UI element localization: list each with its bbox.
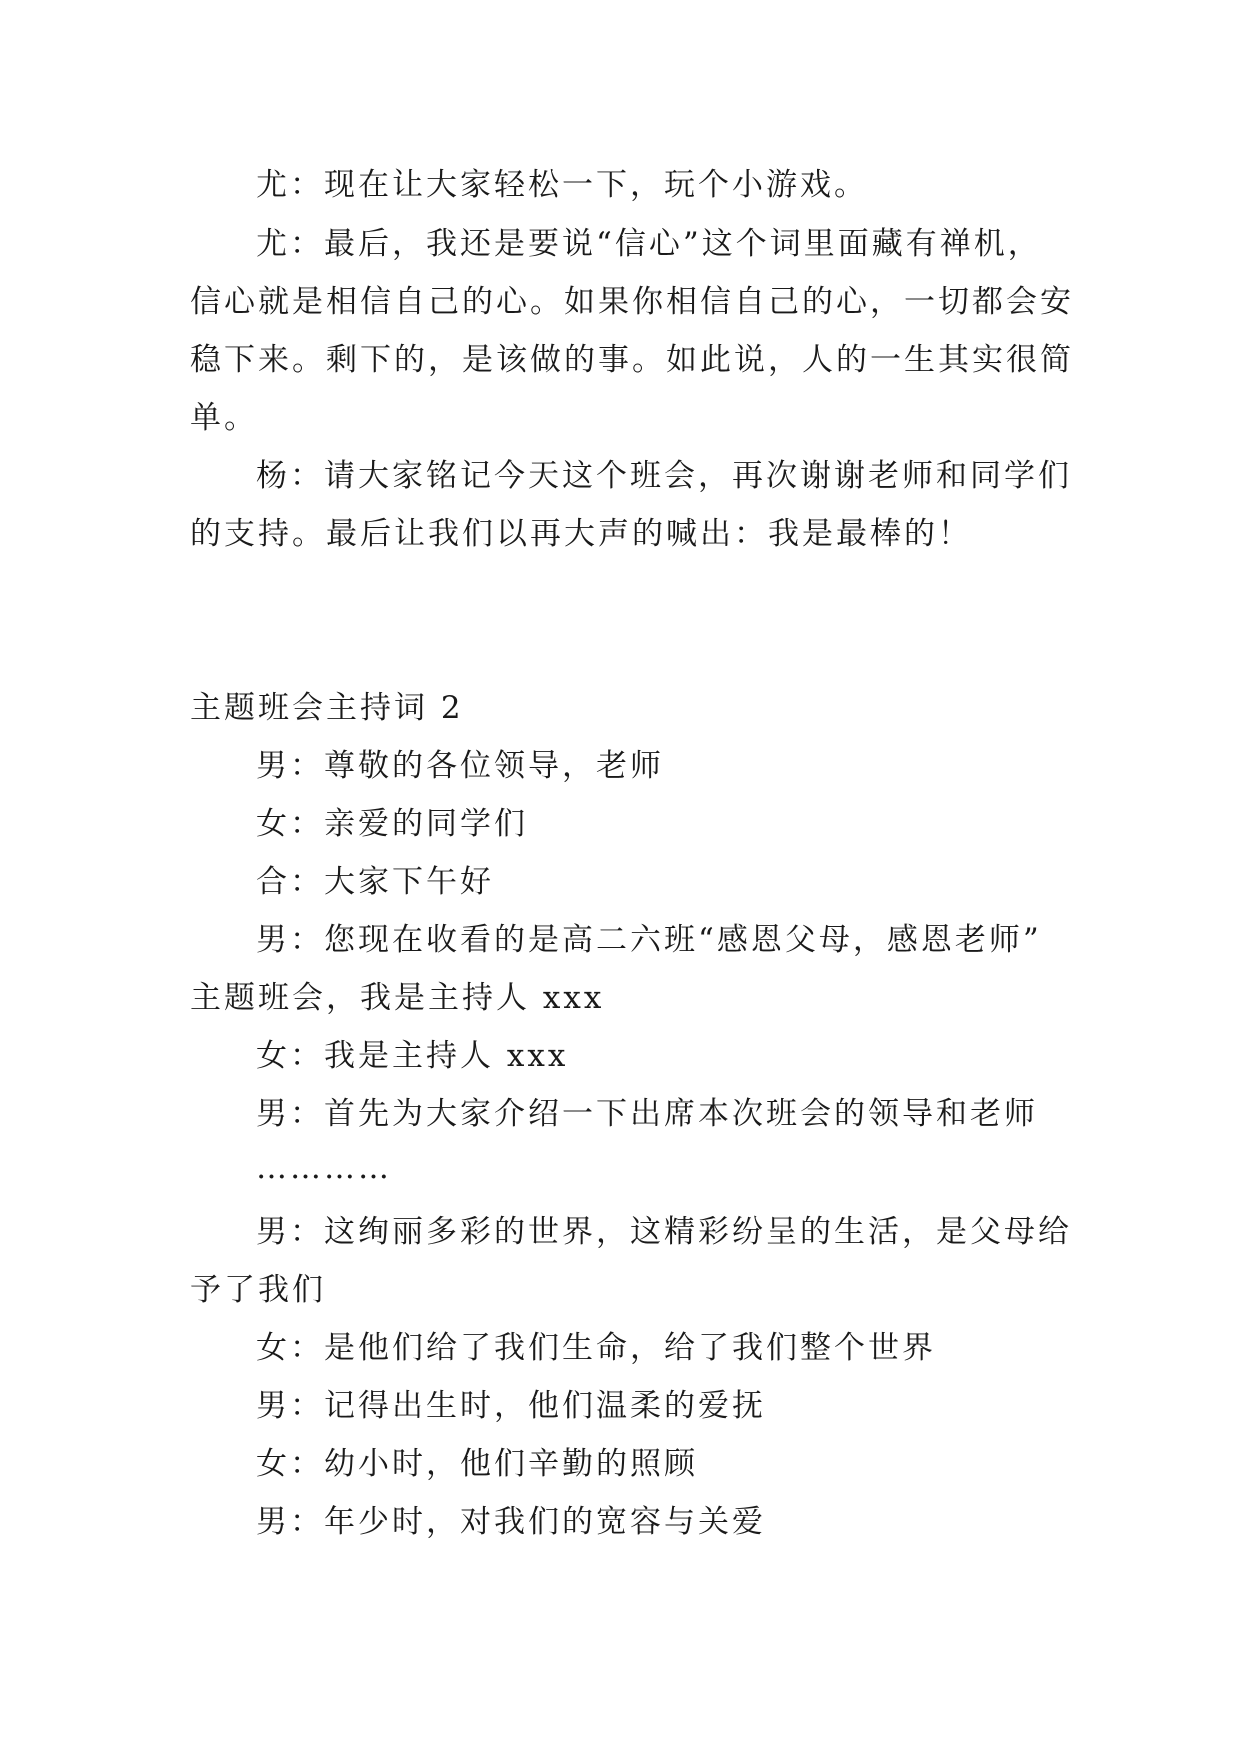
dialogue-line: 女：幼小时，他们辛勤的照顾 bbox=[256, 1446, 698, 1482]
dialogue-line: 主题班会，我是主持人 xxx bbox=[190, 980, 605, 1016]
ellipsis-line: ………… bbox=[256, 1150, 392, 1186]
paragraph-line: 稳下来。剩下的，是该做的事。如此说，人的一生其实很简 bbox=[190, 342, 1074, 378]
dialogue-line: 男：这绚丽多彩的世界，这精彩纷呈的生活，是父母给 bbox=[256, 1214, 1072, 1250]
dialogue-line: 女：是他们给了我们生命，给了我们整个世界 bbox=[256, 1330, 936, 1366]
dialogue-line: 合：大家下午好 bbox=[256, 864, 494, 900]
dialogue-line: 男：首先为大家介绍一下出席本次班会的领导和老师 bbox=[256, 1096, 1038, 1132]
paragraph-line: 杨：请大家铭记今天这个班会，再次谢谢老师和同学们 bbox=[256, 458, 1072, 494]
dialogue-line: 女：我是主持人 xxx bbox=[256, 1038, 569, 1074]
dialogue-line: 男：记得出生时，他们温柔的爱抚 bbox=[256, 1388, 766, 1424]
section-heading: 主题班会主持词 2 bbox=[190, 690, 464, 726]
paragraph-line: 信心就是相信自己的心。如果你相信自己的心，一切都会安 bbox=[190, 284, 1074, 320]
paragraph-line: 单。 bbox=[190, 400, 258, 436]
dialogue-line: 男：尊敬的各位领导，老师 bbox=[256, 748, 664, 784]
paragraph-line: 尤：最后，我还是要说“信心”这个词里面藏有禅机， bbox=[256, 226, 1042, 262]
paragraph-line: 尤：现在让大家轻松一下，玩个小游戏。 bbox=[256, 167, 868, 203]
dialogue-line: 男：您现在收看的是高二六班“感恩父母，感恩老师” bbox=[256, 922, 1042, 958]
dialogue-line: 女：亲爱的同学们 bbox=[256, 806, 528, 842]
dialogue-line: 予了我们 bbox=[190, 1272, 326, 1308]
paragraph-line: 的支持。最后让我们以再大声的喊出：我是最棒的！ bbox=[190, 516, 972, 552]
dialogue-line: 男：年少时，对我们的宽容与关爱 bbox=[256, 1504, 766, 1540]
